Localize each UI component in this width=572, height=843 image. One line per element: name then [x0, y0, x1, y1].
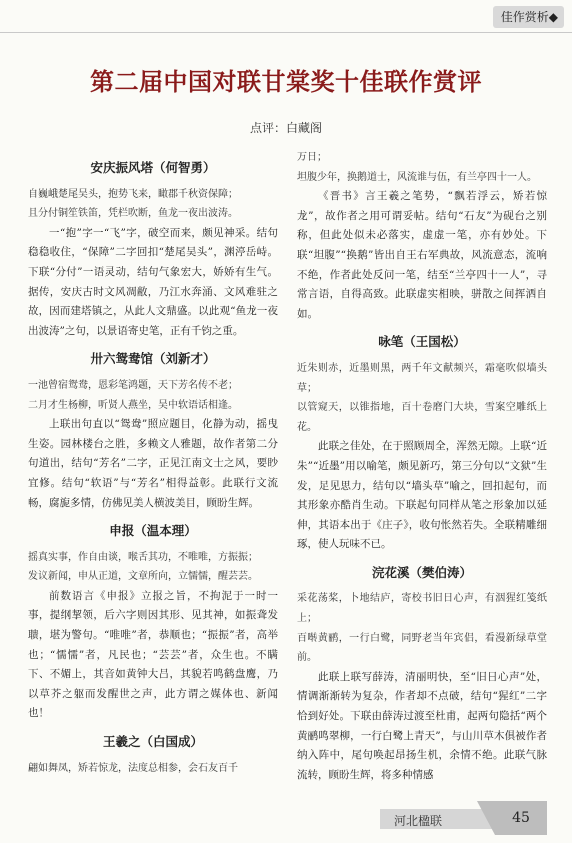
poem-section	[28, 521, 278, 724]
poem-section	[297, 332, 547, 555]
header-rule	[0, 32, 572, 33]
section-heading: 安庆振风塔（何智勇）	[90, 160, 216, 175]
commentary-paragraph: 《晋书》言王羲之笔势，“飘若浮云，矫若惊龙”，故作者之用可谓妥帖。结句“石友”为砚台之别称，但此处似未必落实，虚虚一笔，亦有妙处。下联“坦腹”“换鹅”皆出自王右军典故，风流意态，流响不绝，作者此处反问一笔，结至“兰亭四十一人”，寻常言语，自得高致。此联虚实相映，骈散之间挥洒自如。	[297, 190, 547, 320]
couplet-line: 以管窥天，以锥指地，百十卷磨门大块，雪案空雕纸上花。	[297, 402, 547, 433]
couplet-line: 翩如舞凤，矫若惊龙，法度总相参，会石友百千	[28, 762, 238, 774]
commentary-paragraph: 一“抱”字一“飞”字，破空而来，颇见神采。结句稳稳收住，“保障”二字回扣“楚尾吴头”，渊渟岳峙。下联“分付”一语灵动，结句气象宏大，娇娇有生气。据传，安庆古时文风凋敝，乃江水奔涌、文风难驻之故，因而建塔镇之，从此人文鼎盛。以此观“鱼龙一夜出波涛”之句，以景语寄史笔，正有千钧之重。	[28, 226, 278, 337]
commentary-paragraph: 前数语言《申报》立报之旨，不拘泥于一时一事，提纲挈领，后六字则因其形、见其神，如振聋发聩，堪为警句。“唯唯”者，恭顺也；“振振”者，高举也；“懦懦”者，凡民也；“芸芸”者，众生也。不瞒下、不媚上，其音如黄钟大吕，其貌若鸣鹤盘鹰，乃以草芥之躯而发醒世之声，此方谓之媒体也、新闻也！	[28, 589, 278, 720]
left-column	[28, 150, 278, 778]
right-column	[297, 148, 547, 785]
couplet-line: 近朱则赤，近墨则黑，两千年文献频兴，霜毫吹似墙头草；	[297, 362, 547, 394]
couplet-line: 摇真实事，作自由谈，喉舌其功，不唯唯，方振振；	[28, 551, 258, 563]
poem-section	[297, 563, 547, 786]
couplet-line: 一池曾宿鸳鸯，恩彩笔鸿题，天下芳名传不老；	[28, 379, 238, 391]
couplet-line: 且分付铜笙铁笛，凭栏吹断，鱼龙一夜出波涛。	[28, 208, 238, 220]
poem-section	[28, 349, 278, 513]
poem-section	[297, 148, 547, 324]
section-heading: 申报（温本理）	[109, 523, 197, 539]
couplet-line: 二月才生杨柳，听贤人燕坐，吴中软语话相逢。	[28, 399, 238, 411]
section-tag: 佳作赏析◆	[493, 6, 564, 28]
couplet-line: 坦腹少年，换鹅道士，风流谁与伍，有兰亭四十一人。	[297, 171, 537, 183]
couplet-line: 自巍峨楚尾吴头，抱势飞来，瞰郡千秋资保障；	[28, 188, 238, 200]
couplet-line: 采花荡桨，卜地结庐，寄校书旧日心声，有洇猩红笺纸上；	[297, 593, 547, 625]
couplet-line: 万日；	[297, 152, 327, 163]
couplet-line: 发议新闻，申从正道，文章所向，立懦懦，醒芸芸。	[28, 571, 258, 583]
commentary-paragraph: 上联出句直以“鸳鸯”照应题目，化静为动，摇曳生姿。园林楼台之胜，多赖文人雅题，故作者第二分句道出，结句“芳名”二字，正见江南文士之风，要眇宜修。结句“软语”与“芳名”相得益彰。此联行文流畅，腐旎多情，仿佛见美人横波美目，顾盼生辉。	[28, 418, 278, 509]
poem-section	[28, 732, 278, 778]
couplet-line: 百啭黄鹂，一行白鹭，同野老当年宾侣，看漫新绿草堂前。	[297, 632, 547, 664]
section-heading: 咏笔（王国松）	[378, 334, 466, 350]
journal-name: 河北楹联	[394, 814, 443, 828]
commentary-paragraph: 此联上联写薛涛，清丽明快，至“旧日心声”处，情调渐渐转为复杂，作者却不点破，结句“猩红”二字恰到好处。下联由薛涛过渡至杜甫，起两句隐括“两个黄鹂鸣翠柳，一行白鹭上青天”，与山川草木俱被作者纳入阵中，尾句唤起昂扬生机，余情不绝。此联气脉流转，顾盼生辉，将多种情感	[297, 670, 547, 781]
article-title: 第二届中国对联甘棠奖十佳联作赏评	[90, 68, 482, 96]
section-heading: 浣花溪（樊伯涛）	[371, 564, 472, 580]
poem-section	[28, 158, 278, 341]
commentary-paragraph: 此联之佳处，在于照顾周全，浑然无隙。上联“近朱”“近墨”用以喻笔，颇见新巧，第三分句以“文狱”生发，足见思力，结句以“墙头草”喻之，回扣起句，而其形象亦酷肖生动。下联起句同样从笔之形象加以延伸，其语本出于《庄子》，收句怅然若失。全联精雕细琢，使人玩味不已。	[297, 440, 547, 551]
section-heading: 卅六鸳鸯馆（刘新才）	[90, 351, 216, 367]
section-heading: 王羲之（白国成）	[102, 734, 203, 750]
article-byline: 点评：白藏阁	[249, 121, 322, 135]
page-number: 45	[495, 801, 547, 835]
